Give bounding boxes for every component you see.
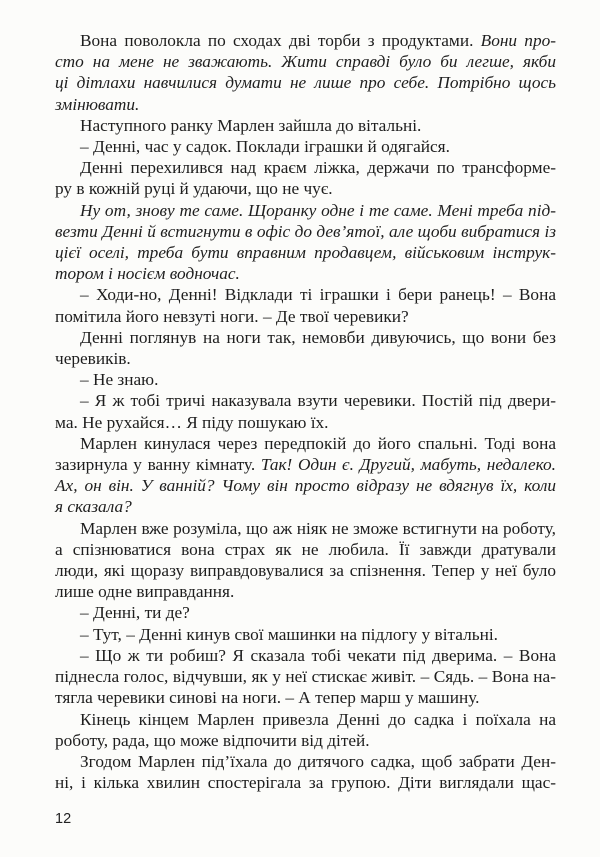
text-line — [55, 539, 556, 560]
italic-text: сто на мене не зважають. Жити справді було би легше, якби — [55, 52, 556, 72]
text-line — [55, 72, 556, 93]
text-line — [55, 454, 556, 475]
text-line — [55, 496, 556, 517]
italic-text: Так! Один є. Другий, мабуть, недалеко. — [260, 455, 556, 475]
body-text — [55, 30, 556, 793]
text-line — [55, 666, 556, 687]
text-line — [55, 560, 556, 581]
text-run: Наступного ранку Марлен зайшла до вітальні. — [80, 115, 422, 135]
text-run: Вона поволокла по сходах дві торби з продуктами. — [80, 31, 481, 50]
italic-text: цієї оселі, треба бути вправним продавцем, військовим інструк- — [55, 243, 556, 263]
text-line — [55, 115, 556, 136]
text-run: – Тут, – Денні кинув свої машинки на підлогу у вітальні. — [80, 624, 498, 644]
text-line — [55, 390, 556, 411]
text-line — [55, 51, 556, 72]
text-run: Марлен вже розуміла, що аж ніяк не зможе встигнути на роботу, — [80, 518, 556, 538]
text-line — [55, 624, 556, 645]
text-run: – Ходи-но, Денні! Відклади ті іграшки і бери ранець! – Вона — [80, 285, 556, 305]
text-run: тягла черевики синові на ноги. – А тепер марш у машину. — [55, 688, 480, 708]
text-run: Денні перехилився над краєм ліжка, держачи по трансформе- — [80, 158, 556, 178]
text-line — [55, 645, 556, 666]
text-run: роботу, рада, що може відпочити від дітей. — [55, 730, 370, 750]
text-run: а спізнюватися вона страх як не любила. Її завжди дратували — [55, 539, 556, 559]
text-line — [55, 157, 556, 178]
italic-text: ці дітлахи навчилися думати не лише про себе. Потрібно щось — [55, 73, 556, 93]
text-line — [55, 263, 556, 284]
text-line — [55, 200, 556, 221]
italic-text: везти Денні й встигнути в офіс до дев’ятої, але щоби вибратися із — [55, 221, 556, 241]
text-run: – Денні, ти де? — [80, 603, 190, 623]
text-run: ма. Не рухайся… Я піду пошукаю їх. — [55, 412, 329, 432]
text-line — [55, 518, 556, 539]
text-line — [55, 433, 556, 454]
text-line — [55, 687, 556, 708]
text-line — [55, 178, 556, 199]
italic-text: Ну от, знову те саме. Щоранку одне і те саме. Мені треба під- — [80, 200, 556, 220]
text-line — [55, 306, 556, 327]
text-run: – Що ж ти робиш? Я сказала тобі чекати під дверима. – Вона — [80, 645, 556, 665]
text-run: Денні поглянув на ноги так, немовби дивуючись, що вони без — [80, 327, 556, 347]
text-run: – Денні, час у садок. Поклади іграшки й одягайся. — [80, 137, 450, 157]
italic-text: змінювати. — [55, 94, 140, 114]
italic-text: тором і носієм водночас. — [55, 264, 240, 284]
text-line — [55, 709, 556, 730]
text-line — [55, 284, 556, 305]
text-line — [55, 94, 556, 115]
text-line — [55, 348, 556, 369]
text-line — [55, 221, 556, 242]
text-line — [55, 581, 556, 602]
italic-text: Ах, он він. У ванній? Чому він просто відразу не вдягнув їх, коли — [55, 476, 556, 496]
text-run: Згодом Марлен під’їхала до дитячого садка, щоб забрати Ден- — [80, 751, 556, 771]
text-run: лише одне виправдання. — [55, 582, 235, 602]
italic-text: Вони про- — [480, 31, 556, 50]
text-run: люди, які щоразу виправдовувалися за спізнення. Тепер у неї було — [55, 561, 556, 581]
text-line — [55, 327, 556, 348]
text-run: ру в кожній руці й удаючи, що не чує. — [55, 179, 333, 199]
text-line — [55, 242, 556, 263]
text-run: піднесла голос, відчувши, як у неї стискає живіт. – Сядь. – Вона на- — [55, 667, 556, 687]
text-line — [55, 751, 556, 772]
text-run: – Не знаю. — [80, 370, 159, 390]
italic-text: я сказала? — [55, 497, 132, 517]
text-run: Марлен кинулася через передпокій до його спальні. Тоді вона — [80, 433, 556, 453]
text-run: черевиків. — [55, 349, 131, 369]
text-run: ні, і кілька хвилин спостерігала за групою. Діти виглядали щас- — [55, 773, 556, 793]
text-run: Кінець кінцем Марлен привезла Денні до садка і поїхала на — [80, 709, 556, 729]
page-number: 12 — [55, 811, 72, 827]
text-run: – Я ж тобі тричі наказувала взути черевики. Постій під двери- — [80, 391, 556, 411]
text-line — [55, 30, 556, 51]
text-line — [55, 602, 556, 623]
text-line — [55, 730, 556, 751]
text-line — [55, 772, 556, 793]
text-line — [55, 369, 556, 390]
text-run: зазирнула у ванну кімнату. — [55, 455, 261, 475]
text-line — [55, 475, 556, 496]
text-line — [55, 412, 556, 433]
text-line — [55, 136, 556, 157]
text-run: помітила його невзуті ноги. – Де твої черевики? — [55, 306, 409, 326]
